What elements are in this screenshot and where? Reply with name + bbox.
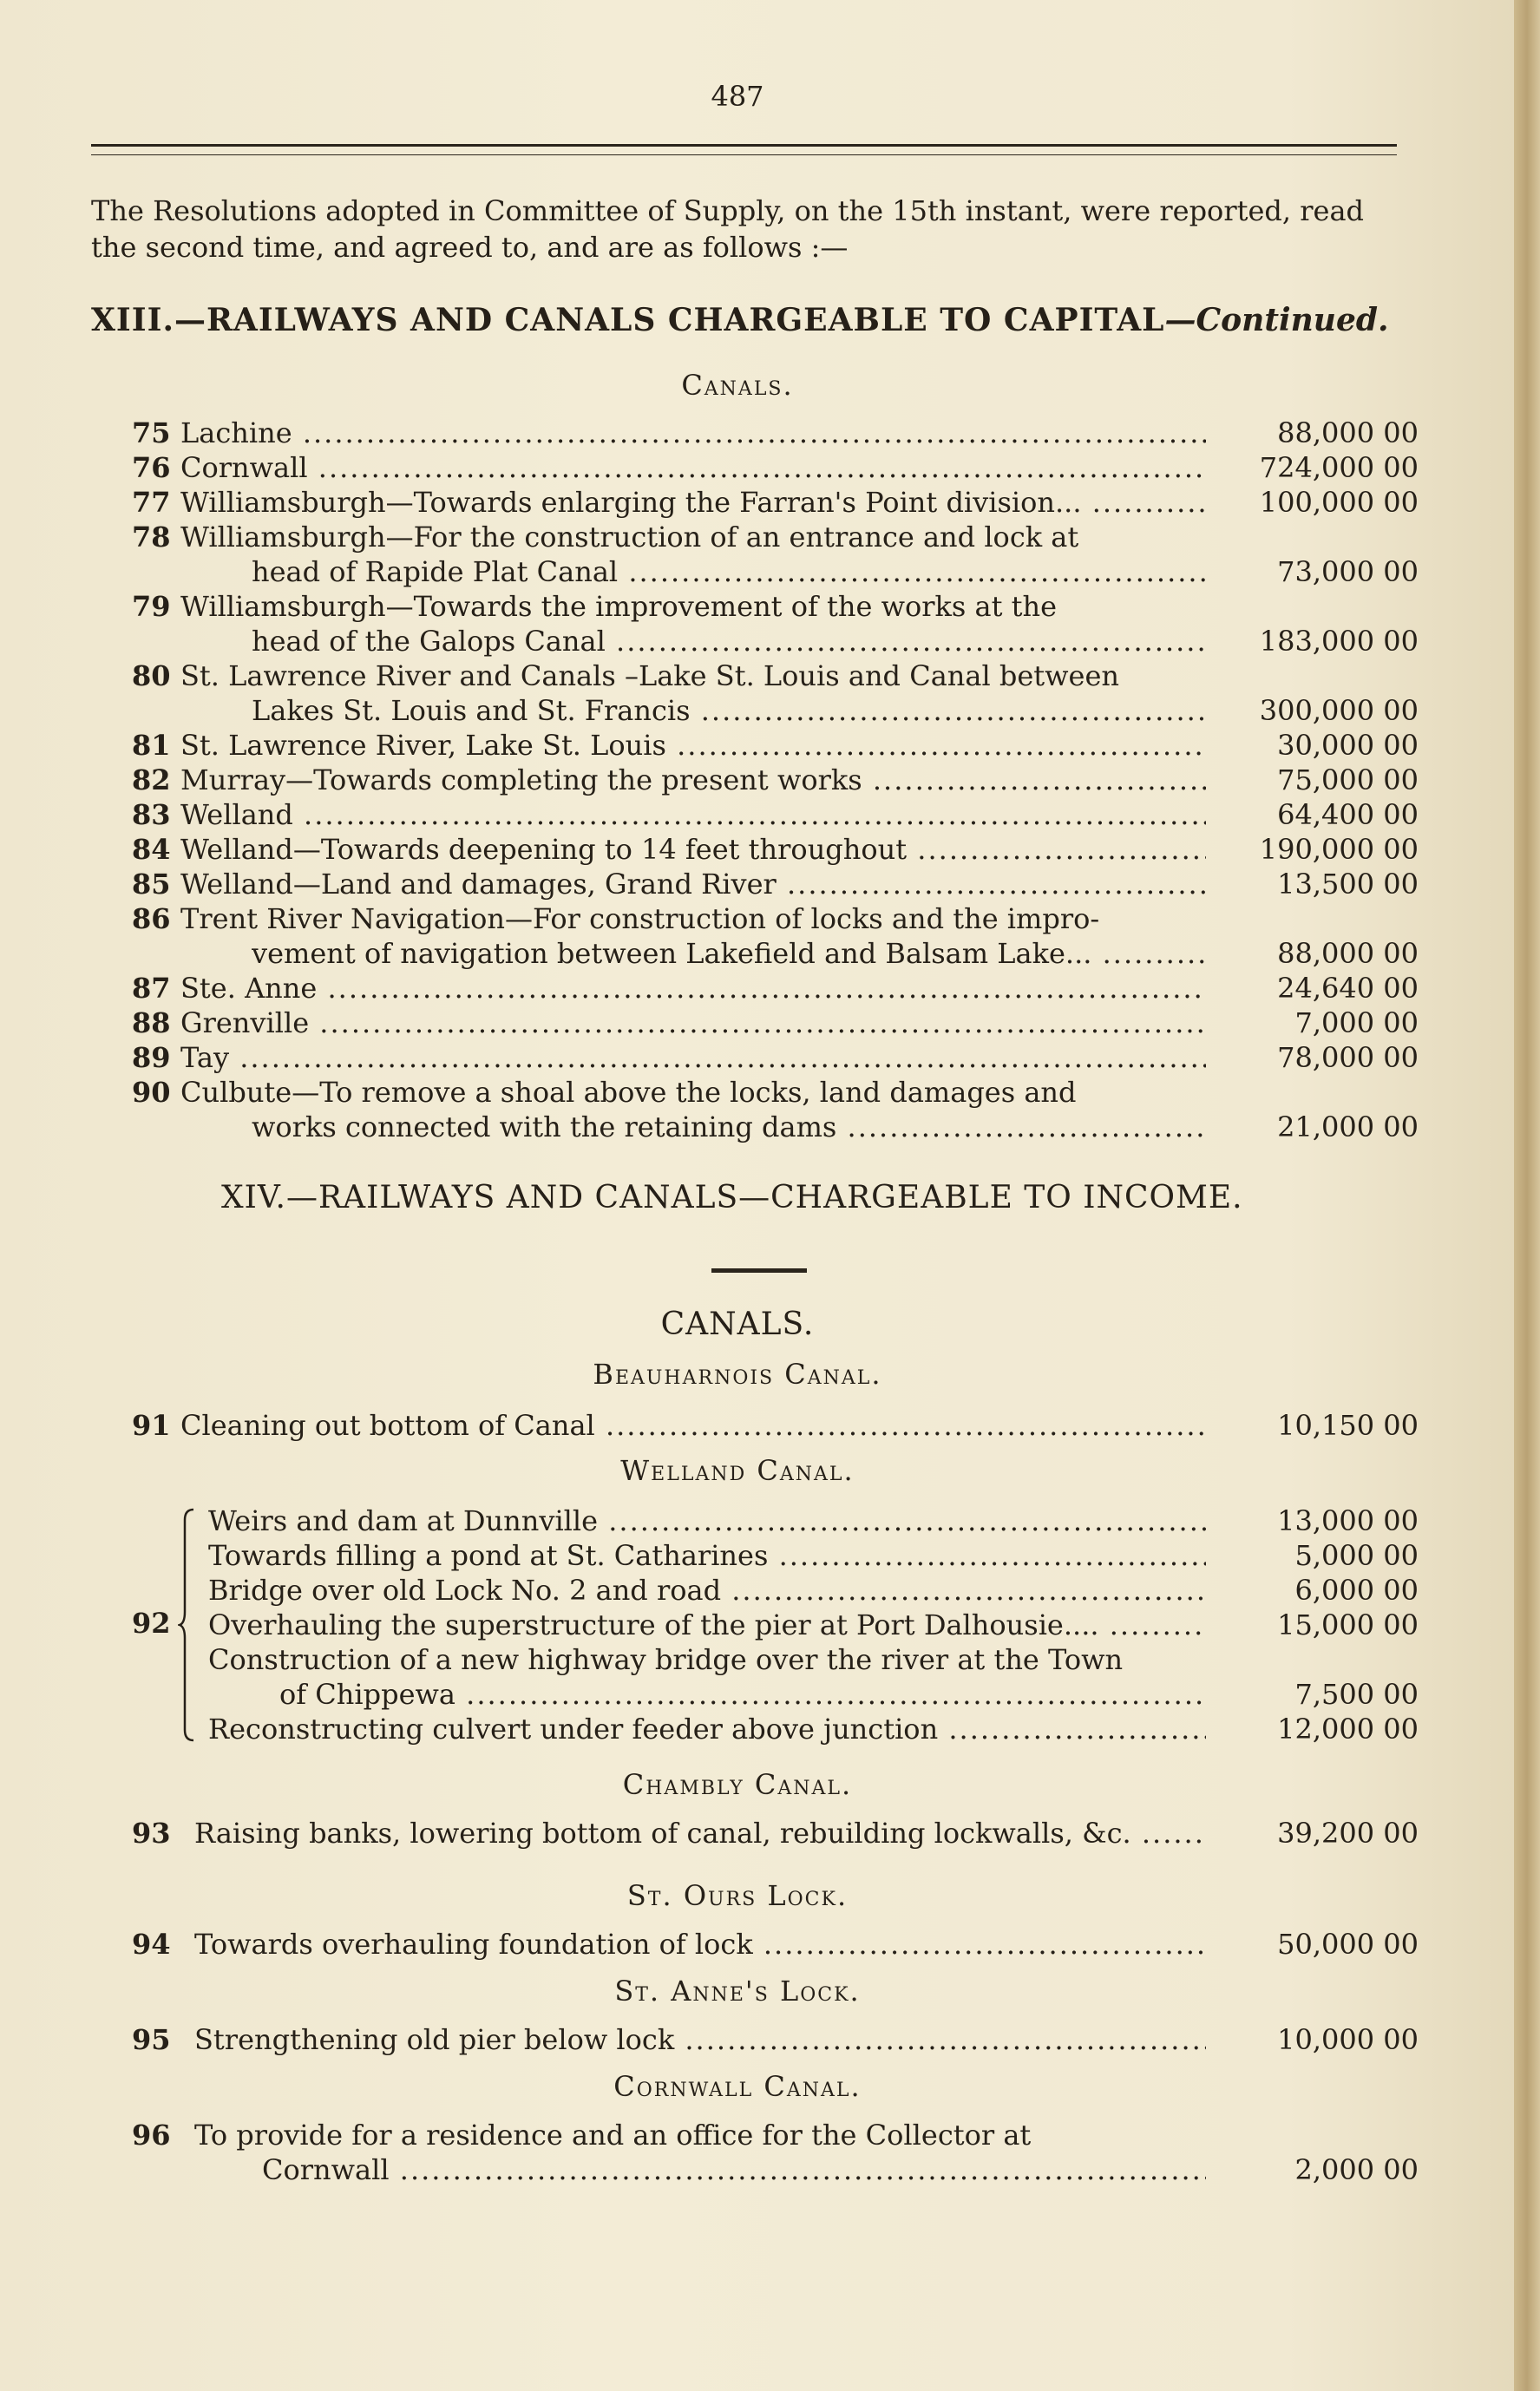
item-number: 88 [132,1006,171,1039]
item-text: Culbute—To remove a shoal above the locks, land damages and [180,1076,1077,1109]
item-amount: 5,000 00 [1294,1539,1419,1572]
item-number: 90 [132,1076,171,1109]
item-text: Murray—Towards completing the present works ..... [180,762,1206,798]
item-amount: 13,000 00 [1277,1504,1419,1537]
item-number: 81 [132,729,171,762]
item-number: 95 [132,2023,171,2056]
item-text: Lachine ..... [180,415,1206,451]
item-text: Strengthening old pier below lock ..... [194,2021,1206,2058]
item-text: Towards filling a pond at St. Catharines ..... [208,1537,1206,1574]
item-text: head of the Galops Canal ..... [252,623,1206,659]
item-amount: 88,000 00 [1277,416,1419,449]
item-number: 96 [132,2119,171,2152]
item-text: Raising banks, lowering bottom of canal, rebuilding lockwalls, &c. ..... [194,1815,1206,1851]
item-amount: 300,000 00 [1259,694,1419,727]
item-text: Cornwall ..... [180,449,1206,486]
item-text: Lakes St. Louis and St. Francis ..... [252,692,1206,729]
item-text: Cleaning out bottom of Canal ..... [180,1407,1206,1444]
item-amount: 7,500 00 [1294,1678,1419,1711]
item-text: Williamsburgh—Towards the improvement of the works at the [180,590,1058,623]
item-amount: 30,000 00 [1277,729,1419,762]
welland-heading: Welland Canal. [620,1454,855,1487]
canals-caps-heading: CANALS. [660,1307,815,1342]
item-text: Reconstructing culvert under feeder above junction ..... [208,1711,1206,1747]
item-text: Bridge over old Lock No. 2 and road ..... [208,1572,1206,1608]
item-number: 76 [132,451,171,484]
item-text: St. Lawrence River and Canals –Lake St. Louis and Canal between [180,659,1120,692]
item-text: Welland—Towards deepening to 14 feet throughout ..... [180,831,1206,868]
st-ours-heading: St. Ours Lock. [626,1879,849,1912]
cornwall-heading: Cornwall Canal. [613,2070,862,2103]
item-amount: 73,000 00 [1277,555,1419,588]
item-number: 79 [132,590,171,623]
item-amount: 24,640 00 [1277,972,1419,1005]
item-number: 84 [132,833,171,866]
item-amount: 78,000 00 [1277,1041,1419,1074]
item-text: Williamsburgh—For the construction of an entrance and lock at [180,521,1079,554]
item-text: Ste. Anne ..... [180,970,1206,1006]
section-xiii-heading [91,302,1401,338]
item-number: 77 [132,486,171,519]
section-xiii-continued: —Continued. [1164,302,1389,338]
curly-brace-icon [178,1508,195,1742]
item-amount: 183,000 00 [1259,625,1419,658]
item-amount: 10,150 00 [1277,1409,1419,1442]
canals-heading: Canals. [681,369,794,402]
header-rule [91,144,1397,155]
item-number: 82 [132,763,171,796]
item-amount: 10,000 00 [1277,2023,1419,2056]
page-number: 487 [711,80,764,113]
section-divider [711,1268,807,1273]
item-text: Tay ..... [180,1039,1206,1076]
item-amount: 724,000 00 [1259,451,1419,484]
item-text: Grenville ..... [180,1005,1206,1041]
item-number: 78 [132,521,171,554]
item-text: of Chippewa ..... [279,1676,1206,1713]
section-xiv-heading: XIV.—RAILWAYS AND CANALS—CHARGEABLE TO INCOME. [221,1180,1243,1215]
item-amount: 13,500 00 [1277,868,1419,901]
item-text: Overhauling the superstructure of the pier at Port Dalhousie.... ..... [208,1607,1206,1643]
item-number: 94 [132,1928,171,1961]
item-text: Cornwall ..... [262,2152,1206,2188]
item-amount: 2,000 00 [1294,2153,1419,2186]
item-amount: 64,400 00 [1277,798,1419,831]
item-number: 80 [132,659,171,692]
item-amount: 6,000 00 [1294,1574,1419,1607]
item-text: Weirs and dam at Dunnville ..... [208,1503,1206,1539]
item-text: Construction of a new highway bridge over the river at the Town [208,1643,1124,1676]
item-amount: 75,000 00 [1277,763,1419,796]
item-number: 85 [132,868,171,901]
item-amount: 190,000 00 [1259,833,1419,866]
item-text: St. Lawrence River, Lake St. Louis ..... [180,727,1206,763]
item-text: vement of navigation between Lakefield and Balsam Lake... ..... [252,935,1206,972]
item-number: 93 [132,1817,171,1850]
item-text: Towards overhauling foundation of lock ..... [194,1926,1206,1962]
beauharnois-heading: Beauharnois Canal. [593,1358,882,1391]
item-amount: 100,000 00 [1259,486,1419,519]
chambly-heading: Chambly Canal. [622,1768,853,1801]
intro-paragraph: The Resolutions adopted in Committee of Supply, on the 15th instant, were reported, read the second time, and agreed to, and are as follows :— [91,194,1365,264]
welland-item-number: 92 [132,1607,171,1640]
item-text: Welland ..... [180,796,1206,833]
item-text: Williamsburgh—Towards enlarging the Farran's Point division... ..... [180,484,1206,521]
item-amount: 15,000 00 [1277,1608,1419,1641]
item-amount: 21,000 00 [1277,1110,1419,1143]
item-amount: 50,000 00 [1277,1928,1419,1961]
item-amount: 7,000 00 [1294,1006,1419,1039]
item-number: 86 [132,902,171,935]
item-number: 87 [132,972,171,1005]
item-number: 91 [132,1409,171,1442]
item-amount: 39,200 00 [1277,1817,1419,1850]
item-text: Trent River Navigation—For construction of locks and the impro- [180,902,1100,935]
item-number: 89 [132,1041,171,1074]
item-number: 75 [132,416,171,449]
item-number: 83 [132,798,171,831]
item-text: To provide for a residence and an office for the Collector at [194,2119,1032,2152]
st-annes-heading: St. Anne's Lock. [614,1975,861,2008]
item-amount: 12,000 00 [1277,1713,1419,1746]
item-amount: 88,000 00 [1277,937,1419,970]
item-text: Welland—Land and damages, Grand River ..... [180,866,1206,902]
section-xiii-title: XIII.—RAILWAYS AND CANALS CHARGEABLE TO CAPITAL [91,302,1165,338]
item-text: works connected with the retaining dams ..... [252,1109,1206,1145]
item-text: head of Rapide Plat Canal ..... [252,554,1206,590]
